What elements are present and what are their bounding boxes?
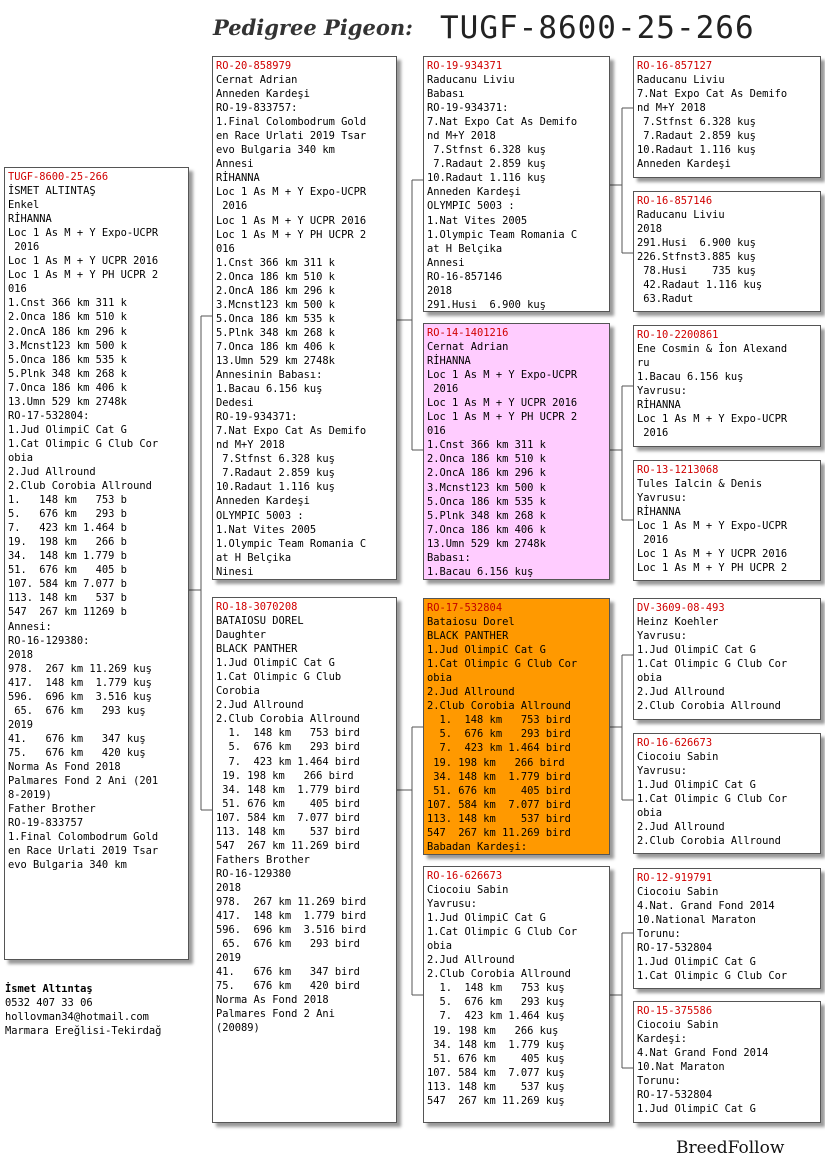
pedigree-line: OLYMPIC 5003 : — [427, 200, 515, 213]
pedigree-box-dam-sire-sire — [633, 598, 821, 720]
pedigree-line: 5. 676 km 293 bird — [216, 741, 360, 754]
pedigree-line: Ciocoiu Sabin — [427, 884, 509, 897]
pedigree-line: 3.Mcnst123 km 500 k — [216, 298, 335, 311]
pedigree-line: evo Bulgaria 340 km — [216, 144, 335, 157]
pedigree-line: 1.Cat Olimpic G Club Cor — [637, 658, 788, 671]
ring-id: RO-17-532804 — [427, 602, 503, 614]
ring-id: RO-16-857146 — [637, 195, 713, 207]
page-title: Pedigree Pigeon: — [213, 15, 413, 40]
pedigree-line: Ciocoiu Sabin — [637, 1019, 719, 1032]
pedigree-line: 2016 — [216, 200, 248, 213]
pedigree-line: 41. 676 km 347 kuş — [8, 732, 146, 745]
pedigree-line: 1. 148 km 753 kuş — [427, 982, 565, 995]
pedigree-line: 2018 — [637, 223, 663, 236]
pedigree-line: 2016 — [427, 383, 459, 396]
pedigree-line: Yavrusu: — [637, 385, 688, 398]
owner-city: Marmara Ereğlisi-Tekirdağ — [5, 1025, 162, 1037]
pedigree-line: obia — [637, 672, 663, 685]
pedigree-line: Enkel — [8, 199, 40, 212]
pedigree-line: 10.Radaut 1.116 kuş — [427, 172, 546, 185]
pedigree-line: Fathers Brother — [216, 853, 310, 866]
pedigree-line: Loc 1 As M + Y Expo-UCPR — [216, 186, 367, 199]
pedigree-line: 1.Jud OlimpiC Cat G — [8, 423, 127, 436]
pedigree-line: 1.Olympic Team Romania C — [216, 537, 367, 550]
pedigree-line: RO-19-934371: — [427, 102, 509, 115]
pedigree-line: 8-2019) — [8, 789, 52, 802]
pedigree-line: Babası: — [427, 551, 471, 564]
pedigree-line: 75. 676 km 420 kuş — [8, 746, 146, 759]
pedigree-line: obia — [8, 451, 34, 464]
pedigree-line: obia — [427, 940, 453, 953]
pedigree-line: Loc 1 As M + Y PH UCPR 2 — [216, 228, 367, 241]
pedigree-line: Annesinin Babası: — [216, 369, 323, 382]
pedigree-box-dam-dam-sire — [633, 868, 821, 989]
pedigree-line: 113. 148 km 537 bird — [216, 825, 360, 838]
pedigree-line: 1.Cat Olimpic G Club Cor — [427, 658, 578, 671]
pedigree-line: 5. 676 km 293 bird — [427, 728, 571, 741]
pedigree-line: Annesi — [427, 256, 465, 269]
pedigree-line: 19. 198 km 266 bird — [427, 756, 565, 769]
pedigree-line: Loc 1 As M + Y PH UCPR 2 — [637, 562, 788, 575]
pedigree-line: BATAIOSU DOREL — [216, 615, 304, 628]
pedigree-line: 34. 148 km 1.779 b — [8, 550, 127, 563]
pedigree-line: 107. 584 km 7.077 bird — [427, 798, 571, 811]
ring-id: DV-3609-08-493 — [637, 602, 725, 614]
pedigree-line: 2.Jud Allround — [8, 465, 96, 478]
pedigree-line: 547 267 km 11.269 bird — [427, 826, 571, 839]
pedigree-line: 1.Bacau 6.156 kuş — [637, 371, 744, 384]
pedigree-line: 7.Stfnst 6.328 kuş — [216, 453, 335, 466]
pedigree-line: Loc 1 As M + Y Expo-UCPR — [637, 520, 788, 533]
pedigree-line: 13.Umn 529 km 2748k — [8, 395, 127, 408]
pedigree-line: 7.Nat Expo Cat As Demifo — [216, 425, 367, 438]
pedigree-line: 2.Jud Allround — [637, 686, 725, 699]
pedigree-line: 7.Onca 186 km 406 k — [216, 340, 335, 353]
pedigree-line: ru — [637, 357, 650, 370]
pedigree-line: 7.Radaut 2.859 kuş — [216, 467, 335, 480]
pedigree-line: 10.Nat Maraton — [637, 1061, 725, 1074]
ring-id: RO-18-3070208 — [216, 601, 298, 613]
pedigree-line: Anneden Kardeşi — [216, 88, 310, 101]
pedigree-line: 226.Stfnst3.885 kuş — [637, 251, 756, 264]
pedigree-line: 1.Nat Vites 2005 — [427, 214, 528, 227]
pedigree-line: Yavrusu: — [637, 630, 688, 643]
pedigree-box-sire — [212, 56, 397, 580]
pedigree-line: RO-19-833757 — [8, 817, 84, 830]
pedigree-line: 1.Nat Vites 2005 — [216, 523, 317, 536]
pedigree-line: Norma As Fond 2018 — [8, 760, 121, 773]
pedigree-line: Annesi: — [8, 620, 52, 633]
pedigree-line: 1.Jud OlimpiC Cat G — [427, 644, 546, 657]
pedigree-line: 51. 676 km 405 kuş — [427, 1052, 565, 1065]
pedigree-line: Loc 1 As M + Y UCPR 2016 — [8, 255, 159, 268]
pedigree-line: 1.Jud OlimpiC Cat G — [637, 779, 756, 792]
ring-id: RO-16-626673 — [427, 870, 503, 882]
pedigree-line: RO-17-532804: — [8, 409, 90, 422]
pedigree-line: 2.Jud Allround — [427, 954, 515, 967]
pedigree-line: 2016 — [637, 427, 669, 440]
pedigree-line: Babadan Kardeşi: — [427, 840, 528, 853]
pedigree-line: 1.Olympic Team Romania C — [427, 228, 578, 241]
pedigree-line: RO-19-934371: — [216, 411, 298, 424]
pedigree-box-dam — [212, 597, 397, 1123]
pedigree-line: 19. 198 km 266 bird — [216, 769, 354, 782]
pedigree-line: 13.Umn 529 km 2748k — [427, 537, 546, 550]
pedigree-line: 2016 — [8, 241, 40, 254]
pedigree-line: 1.Cat Olimpic G Club Cor — [637, 970, 788, 983]
pedigree-line: 51. 676 km 405 b — [8, 564, 127, 577]
pedigree-line: Ninesi — [216, 565, 254, 578]
pedigree-line: 78.Husi 735 kuş — [637, 265, 756, 278]
pedigree-line: 7.Stfnst 6.328 kuş — [637, 116, 756, 129]
pedigree-line: 978. 267 km 11.269 kuş — [8, 662, 152, 675]
pedigree-line: 016 — [8, 283, 27, 296]
pedigree-line: RİHANNA — [8, 213, 52, 226]
pedigree-line: 1.Cat Olimpic G Club Cor — [637, 793, 788, 806]
pedigree-line: Father Brother — [8, 803, 96, 816]
ring-id: TUGF-8600-25-266 — [8, 171, 109, 183]
pedigree-line: Torunu: — [637, 1075, 681, 1088]
pedigree-line: 107. 584 km 7.077 b — [8, 578, 127, 591]
pedigree-line: 016 — [216, 242, 235, 255]
pedigree-line: 63.Radut — [637, 293, 694, 306]
pedigree-line: Cernat Adrian — [427, 341, 509, 354]
pedigree-line: Anneden Kardeşi — [427, 186, 521, 199]
pedigree-line: 2.Jud Allround — [637, 821, 725, 834]
pedigree-line: obia — [427, 672, 453, 685]
pedigree-line: 19. 198 km 266 b — [8, 536, 127, 549]
pedigree-line: 34. 148 km 1.779 bird — [216, 783, 360, 796]
pedigree-line: 596. 696 km 3.516 bird — [216, 924, 367, 937]
pedigree-line: 7. 423 km 1.464 bird — [427, 742, 571, 755]
pedigree-line: 1.Cat Olimpic G Club Cor — [427, 926, 578, 939]
pedigree-line: 5.Onca 186 km 535 k — [427, 495, 546, 508]
pedigree-line: 3.Mcnst123 km 500 k — [8, 339, 127, 352]
pedigree-line: 7.Nat Expo Cat As Demifo — [427, 116, 578, 129]
ring-id: RO-13-1213068 — [637, 464, 719, 476]
pedigree-line: Tules Ialcin & Denis — [637, 478, 763, 491]
pedigree-line: 5. 676 km 293 kuş — [427, 996, 565, 1009]
pedigree-line: Loc 1 As M + Y UCPR 2016 — [216, 214, 367, 227]
pedigree-line: 113. 148 km 537 b — [8, 592, 127, 605]
pedigree-line: 1.Cat Olimpic G Club Cor — [8, 437, 159, 450]
pedigree-line: 1. 148 km 753 b — [8, 494, 127, 507]
pedigree-line: 1.Jud OlimpiC Cat G — [637, 1103, 756, 1116]
pedigree-line: 2.Club Corobia Allround — [637, 835, 781, 848]
pedigree-line: 2018 — [427, 284, 453, 297]
pedigree-line: Loc 1 As M + Y Expo-UCPR — [427, 369, 578, 382]
pedigree-line: 1.Jud OlimpiC Cat G — [637, 956, 756, 969]
ring-id: RO-10-2200861 — [637, 329, 719, 341]
pedigree-line: 3.Mcnst123 km 500 k — [427, 481, 546, 494]
pedigree-line: 2.OncA 186 km 296 k — [427, 467, 546, 480]
pedigree-line: 2019 — [216, 952, 242, 965]
pedigree-line: 2.Club Corobia Allround — [8, 480, 152, 493]
pedigree-line: 1.Jud OlimpiC Cat G — [427, 912, 546, 925]
pedigree-line: Annesi — [216, 158, 254, 171]
pedigree-line: 75. 676 km 420 bird — [216, 980, 360, 993]
pedigree-line: 7. 423 km 1.464 b — [8, 522, 127, 535]
pedigree-line: Raducanu Liviu — [427, 74, 515, 87]
pedigree-line: 4.Nat. Grand Fond 2014 — [637, 900, 775, 913]
pedigree-line: RİHANNA — [216, 172, 260, 185]
pedigree-line: 1.Jud OlimpiC Cat G — [637, 644, 756, 657]
pedigree-line: 016 — [427, 425, 446, 438]
pedigree-line: 1.Bacau 6.156 kuş — [427, 565, 534, 578]
pedigree-line: 1.Cnst 366 km 311 k — [216, 256, 335, 269]
pedigree-line: Anneden Kardeşi — [216, 495, 310, 508]
ring-number-header: TUGF-8600-25-266 — [440, 10, 755, 46]
pedigree-line: Babası — [427, 88, 465, 101]
pedigree-line: 1.Final Colombodrum Gold — [8, 831, 159, 844]
pedigree-line: 34. 148 km 1.779 bird — [427, 770, 571, 783]
pedigree-line: nd M+Y 2018 — [216, 439, 285, 452]
pedigree-line: Heinz Koehler — [637, 616, 719, 629]
pedigree-line: 291.Husi 6.900 kuş — [427, 298, 546, 311]
pedigree-line: Norma As Fond 2018 — [216, 994, 329, 1007]
ring-id: RO-19-934371 — [427, 60, 503, 72]
pedigree-line: 7. 423 km 1.464 bird — [216, 755, 360, 768]
pedigree-line: (20089) — [216, 1022, 260, 1035]
pedigree-line: 547 267 km 11269 b — [8, 606, 127, 619]
pedigree-line: Loc 1 As M + Y UCPR 2016 — [637, 548, 788, 561]
pedigree-line: 2.Onca 186 km 510 k — [8, 311, 127, 324]
pedigree-box-sire-dam-dam — [633, 460, 821, 581]
pedigree-line: 4.Nat Grand Fond 2014 — [637, 1047, 769, 1060]
pedigree-line: Loc 1 As M + Y Expo-UCPR — [637, 413, 788, 426]
pedigree-line: 2.Jud Allround — [216, 699, 304, 712]
pedigree-line: 417. 148 km 1.779 bird — [216, 910, 367, 923]
ring-id: RO-15-375586 — [637, 1005, 713, 1017]
pedigree-line: 7.Onca 186 km 406 k — [427, 523, 546, 536]
pedigree-line: 1. 148 km 753 bird — [216, 727, 360, 740]
pedigree-line: 5. 676 km 293 b — [8, 508, 127, 521]
pedigree-line: 5.Plnk 348 km 268 k — [216, 326, 335, 339]
pedigree-line: 2016 — [637, 534, 669, 547]
pedigree-line: 107. 584 km 7.077 bird — [216, 811, 360, 824]
ring-id: RO-16-857127 — [637, 60, 713, 72]
pedigree-box-dam-dam-dam — [633, 1001, 821, 1123]
pedigree-line: Ciocoiu Sabin — [637, 751, 719, 764]
pedigree-line: 10.Radaut 1.116 kuş — [216, 481, 335, 494]
pedigree-line: 42.Radaut 1.116 kuş — [637, 279, 763, 292]
pedigree-line: 7.Radaut 2.859 kuş — [637, 130, 756, 143]
pedigree-line: RİHANNA — [427, 355, 471, 368]
pedigree-box-dam-sire — [423, 598, 610, 855]
pedigree-line: 1.Cat Olimpic G Club — [216, 671, 342, 684]
ring-id: RO-20-858979 — [216, 60, 292, 72]
pedigree-line: 5.Onca 186 km 535 k — [8, 353, 127, 366]
pedigree-line: RİHANNA — [637, 399, 681, 412]
pedigree-line: 2.Onca 186 km 510 k — [216, 270, 335, 283]
pedigree-line: 65. 676 km 293 bird — [216, 938, 360, 951]
pedigree-line: 1.Cnst 366 km 311 k — [427, 439, 546, 452]
pedigree-line: 1.Final Colombodrum Gold — [216, 116, 367, 129]
pedigree-line: nd M+Y 2018 — [637, 102, 706, 115]
pedigree-box-sire-sire — [423, 56, 610, 312]
pedigree-line: RO-17-532804 — [637, 942, 713, 955]
ring-id: RO-14-1401216 — [427, 327, 509, 339]
pedigree-line: Yavrusu: — [637, 765, 688, 778]
owner-phone: 0532 407 33 06 — [5, 997, 93, 1009]
pedigree-line: Loc 1 As M + Y UCPR 2016 — [427, 397, 578, 410]
pedigree-line: RO-17-532804 — [637, 1089, 713, 1102]
pedigree-line: 2.Club Corobia Allround — [427, 700, 571, 713]
pedigree-line: Loc 1 As M + Y Expo-UCPR — [8, 227, 159, 240]
pedigree-line: en Race Urlati 2019 Tsar — [8, 845, 159, 858]
pedigree-line: obia — [637, 807, 663, 820]
pedigree-line: 51. 676 km 405 bird — [427, 784, 571, 797]
pedigree-line: 547 267 km 11.269 kuş — [427, 1094, 565, 1107]
pedigree-line: 2.Club Corobia Allround — [427, 968, 571, 981]
pedigree-line: 2018 — [8, 648, 34, 661]
pedigree-line: 1.Bacau 6.156 kuş — [216, 383, 323, 396]
pedigree-line: BLACK PANTHER — [216, 643, 298, 656]
brand-logo-text: BreedFollow — [676, 1138, 785, 1158]
ring-id: RO-16-626673 — [637, 737, 713, 749]
pedigree-line: İSMET ALTINTAŞ — [8, 185, 96, 198]
pedigree-line: Kardeşi: — [637, 1033, 688, 1046]
pedigree-line: at H Belçika — [216, 551, 292, 564]
pedigree-line: Raducanu Liviu — [637, 209, 725, 222]
pedigree-line: 7.Nat Expo Cat As Demifo — [637, 88, 788, 101]
ring-id: RO-12-919791 — [637, 872, 713, 884]
owner-info — [5, 982, 161, 1038]
pedigree-line: 10.Radaut 1.116 kuş — [637, 144, 756, 157]
pedigree-line: 978. 267 km 11.269 bird — [216, 895, 367, 908]
pedigree-line: 113. 148 km 537 kuş — [427, 1080, 565, 1093]
pedigree-line: RO-19-833757: — [216, 102, 298, 115]
pedigree-line: 1. 148 km 753 bird — [427, 714, 571, 727]
pedigree-line: Loc 1 As M + Y PH UCPR 2 — [427, 411, 578, 424]
pedigree-line: at H Belçika — [427, 242, 503, 255]
pedigree-line: 5.Onca 186 km 535 k — [216, 312, 335, 325]
pedigree-line: 65. 676 km 293 kuş — [8, 704, 146, 717]
pedigree-line: 5.Plnk 348 km 268 k — [427, 509, 546, 522]
pedigree-line: Corobia — [216, 685, 260, 698]
pedigree-line: OLYMPIC 5003 : — [216, 509, 304, 522]
pedigree-line: Yavrusu: — [637, 492, 688, 505]
pedigree-line: 7.Stfnst 6.328 kuş — [427, 144, 546, 157]
pedigree-line: 417. 148 km 1.779 kuş — [8, 676, 152, 689]
pedigree-line: 2018 — [216, 881, 242, 894]
pedigree-line: 1.Cnst 366 km 311 k — [8, 297, 127, 310]
pedigree-line: 113. 148 km 537 bird — [427, 812, 571, 825]
pedigree-box-dam-sire-dam — [633, 733, 821, 854]
pedigree-box-sire-sire-sire — [633, 56, 821, 178]
pedigree-line: RO-16-129380 — [216, 867, 292, 880]
pedigree-line: RO-16-129380: — [8, 634, 90, 647]
pedigree-line: Dedesi — [216, 397, 254, 410]
pedigree-line: 5.Plnk 348 km 268 k — [8, 367, 127, 380]
pedigree-box-subject — [4, 167, 189, 960]
pedigree-line: Bataiosu Dorel — [427, 616, 515, 629]
pedigree-line: 2.OncA 186 km 296 k — [216, 284, 335, 297]
pedigree-line: Daughter — [216, 629, 267, 642]
pedigree-line: 2.OncA 186 km 296 k — [8, 325, 127, 338]
pedigree-box-dam-dam — [423, 866, 610, 1123]
pedigree-line: 596. 696 km 3.516 kuş — [8, 690, 152, 703]
pedigree-line: 2.Club Corobia Allround — [216, 713, 360, 726]
owner-name: İsmet Altıntaş — [5, 983, 93, 995]
pedigree-line: Torunu: — [637, 928, 681, 941]
pedigree-line: 7.Radaut 2.859 kuş — [427, 158, 546, 171]
pedigree-box-sire-dam-sire — [633, 325, 821, 447]
pedigree-line: 107. 584 km 7.077 kuş — [427, 1066, 565, 1079]
pedigree-line: 2.Onca 186 km 510 k — [427, 453, 546, 466]
pedigree-line: 51. 676 km 405 bird — [216, 797, 360, 810]
pedigree-box-sire-sire-dam — [633, 191, 821, 312]
pedigree-line: 7.Onca 186 km 406 k — [8, 381, 127, 394]
pedigree-line: 1.Jud OlimpiC Cat G — [216, 657, 335, 670]
pedigree-line: 2019 — [8, 718, 34, 731]
pedigree-line: Loc 1 As M + Y PH UCPR 2 — [8, 269, 159, 282]
pedigree-line: nd M+Y 2018 — [427, 130, 496, 143]
pedigree-line: Anneden Kardeşi — [637, 158, 731, 171]
pedigree-line: 10.National Maraton — [637, 914, 756, 927]
pedigree-line: 547 267 km 11.269 bird — [216, 839, 360, 852]
pedigree-line: 2.Club Corobia Allround — [637, 700, 781, 713]
pedigree-line: 7. 423 km 1.464 kuş — [427, 1010, 565, 1023]
owner-email: hollovman34@hotmail.com — [5, 1011, 149, 1023]
pedigree-line: en Race Urlati 2019 Tsar — [216, 130, 367, 143]
pedigree-line: Ciocoiu Sabin — [637, 886, 719, 899]
pedigree-line: RO-16-857146 — [427, 270, 503, 283]
pedigree-line: Ene Cosmin & İon Alexand — [637, 343, 788, 356]
pedigree-line: evo Bulgaria 340 km — [8, 859, 127, 872]
pedigree-line: 291.Husi 6.900 kuş — [637, 237, 756, 250]
pedigree-line: 2.Jud Allround — [427, 686, 515, 699]
pedigree-line: Yavrusu: — [427, 898, 478, 911]
pedigree-line: 13.Umn 529 km 2748k — [216, 354, 335, 367]
pedigree-line: RİHANNA — [637, 506, 681, 519]
pedigree-line: 19. 198 km 266 kuş — [427, 1024, 559, 1037]
pedigree-line: 41. 676 km 347 bird — [216, 966, 360, 979]
pedigree-line: 34. 148 km 1.779 kuş — [427, 1038, 565, 1051]
pedigree-line: BLACK PANTHER — [427, 630, 509, 643]
pedigree-line: Cernat Adrian — [216, 74, 298, 87]
pedigree-line: Raducanu Liviu — [637, 74, 725, 87]
pedigree-line: Palmares Fond 2 Ani — [216, 1008, 335, 1021]
pedigree-line: Palmares Fond 2 Ani (201 — [8, 775, 159, 788]
pedigree-box-sire-dam — [423, 323, 610, 580]
